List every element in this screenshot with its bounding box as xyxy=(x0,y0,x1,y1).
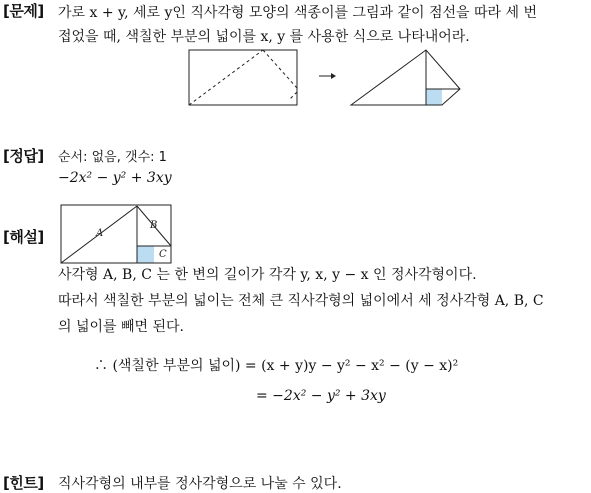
fold-line-3 xyxy=(289,92,297,100)
answer-order: 순서: 없음, 갯수: 1 xyxy=(58,150,167,165)
explanation-line-1: 사각형 A, B, C 는 한 변의 길이가 각각 y, x, y − x 인 정사각형이다. xyxy=(58,267,477,283)
folded-outline xyxy=(351,50,460,105)
explanation-line-3: 의 넓이를 빼면 된다. xyxy=(58,319,184,335)
answer-tag: [정답] xyxy=(3,147,44,165)
shaded-square-c xyxy=(137,246,154,263)
paper-rectangle xyxy=(189,50,297,105)
big-rectangle xyxy=(61,205,171,263)
problem-line-1: 가로 x + y, 세로 y인 직사각형 모양의 색종이를 그림과 같이 점선을 따라 세 번 xyxy=(58,5,538,21)
label-b: B xyxy=(150,220,158,231)
equation-line-1: ∴ (색칠한 부분의 넓이) = (x + y)y − y² − x² − (y − x)² xyxy=(94,358,459,374)
explanation-figure xyxy=(60,204,176,264)
fold-line-1 xyxy=(189,50,263,105)
explanation-line-2: 따라서 색칠한 부분의 넓이는 전체 큰 직사각형의 넓이에서 세 정사각형 A, B, C xyxy=(58,293,544,309)
problem-tag: [문제] xyxy=(3,2,44,20)
label-a: A xyxy=(96,228,104,239)
fold-line-2 xyxy=(263,50,297,88)
hint-text: 직사각형의 내부를 정사각형으로 나눌 수 있다. xyxy=(58,476,342,492)
hint-tag: [힌트] xyxy=(3,474,44,492)
problem-figure xyxy=(185,48,465,110)
explanation-tag: [해설] xyxy=(3,228,44,246)
answer-expression: −2x² − y² + 3xy xyxy=(58,170,172,186)
problem-line-2: 접었을 때, 색칠한 부분의 넓이를 x, y 를 사용한 식으로 나타내어라. xyxy=(58,29,470,45)
arrow-head-icon xyxy=(331,73,336,79)
shaded-square xyxy=(426,89,442,105)
equation-line-2: = −2x² − y² + 3xy xyxy=(256,388,386,404)
label-c: C xyxy=(159,249,167,260)
